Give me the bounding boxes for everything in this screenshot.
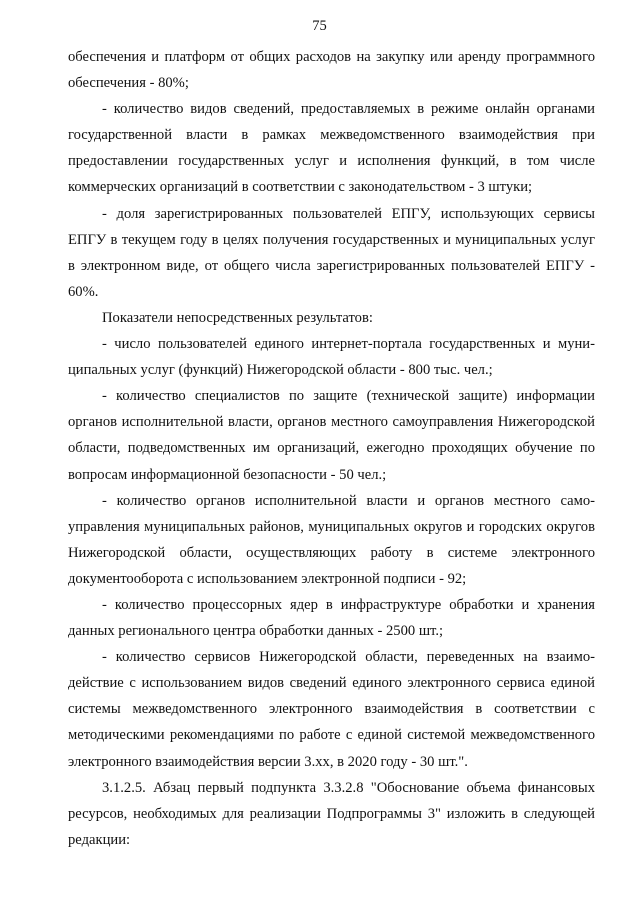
paragraph-processor-cores: - количество процессорных ядер в инфраструктуре обработки и хранения данных регионального центра обработки данных - 2500 шт.; — [68, 596, 595, 640]
paragraph-continuation: обеспечения и платформ от общих расходов на закупку или аренду программного обеспечения - 80%; — [68, 49, 595, 92]
paragraph-epgu-users-share: - доля зарегистрированных пользователей ЕПГУ, использующих сервисы ЕПГУ в текущем году в целях получения государственных и муниципальных услуг в электронном виде, от общего числа зарегистрированных пользователей ЕПГУ - 60%. — [68, 205, 595, 300]
paragraph-security-specialists: - количество специалистов по защите (технической защите) информации органов исполнительной власти, органов местного самоуправления Нижегородской области, подведомственных им организаций, ежегодно проходящих обучение по вопросам информационной безопасности - 50 чел.; — [68, 388, 595, 483]
page-number: 75 — [312, 18, 327, 34]
paragraph-edm-authorities: - количество органов исполнительной власти и органов местного самоуправления муниципальных районов, муниципальных округов и городских округов Нижегородской области, осуществляющих работу в системе электронного документооборота с использованием электронной подписи - 92; — [68, 492, 595, 587]
document-body — [68, 44, 595, 853]
paragraph-direct-results-heading: Показатели непосредственных результатов: — [102, 309, 373, 326]
paragraph-smev-services: - количество сервисов Нижегородской области, переведенных на взаимодействие с использованием видов сведений единого электронного сервиса единой системы межведомственного электронного взаимодействия в соответствии с методическими рекомендациями по работе с единой системой межведомственного электронного взаимодействия версии 3.хх, в 2020 году - 30 шт.". — [68, 649, 595, 770]
paragraph-online-info-types: - количество видов сведений, предоставляемых в режиме онлайн органами государственной власти в рамках межведомственного взаимодействия при предоставлении государственных услуг и исполнения функций, в том числе коммерческих организаций в соответствии с законодательством - 3 штуки; — [68, 101, 595, 196]
paragraph-portal-users: - число пользователей единого интернет-портала государственных и муниципальных услуг (функций) Нижегородской области - 800 тыс. чел.; — [68, 336, 595, 379]
paragraph-amendment-3-1-2-5: 3.1.2.5. Абзац первый подпункта 3.3.2.8 "Обоснование объема финансовых ресурсов, необходимых для реализации Подпрограммы 3" изложить в следующей редакции: — [68, 779, 595, 848]
